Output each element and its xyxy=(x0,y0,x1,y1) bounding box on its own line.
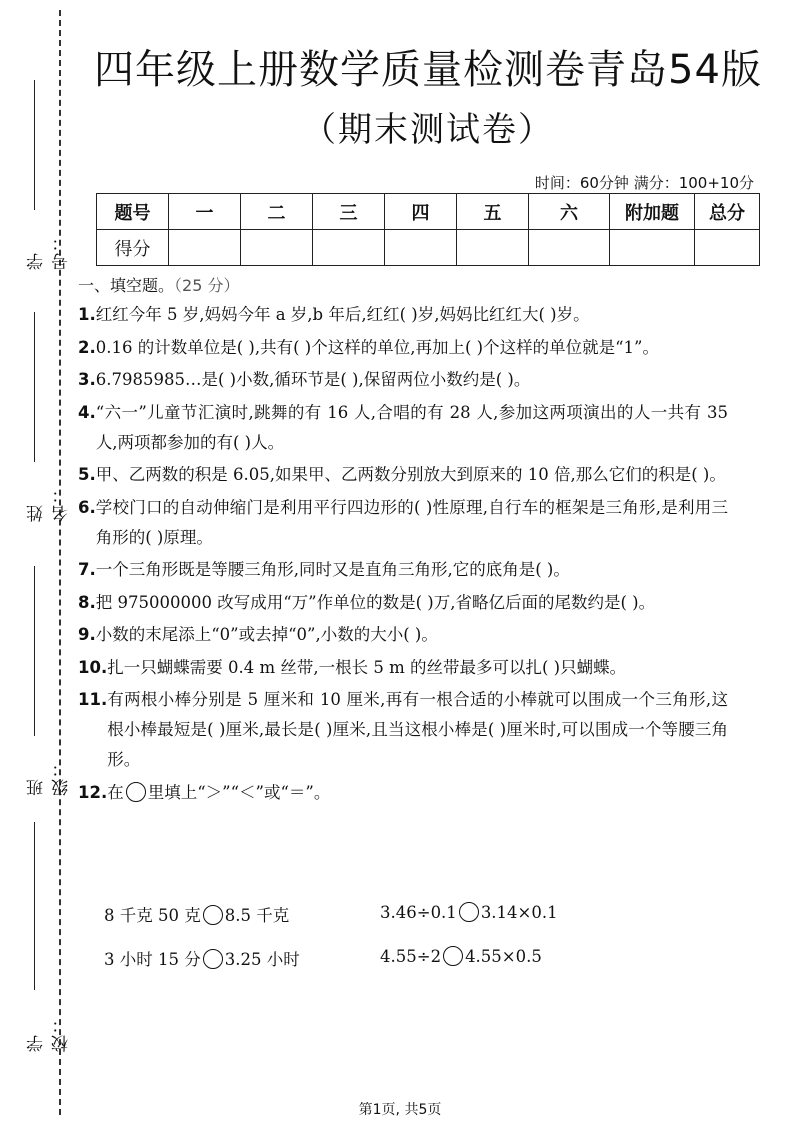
answer-circle[interactable] xyxy=(203,905,223,925)
question-item xyxy=(78,398,728,458)
score-input-cell[interactable] xyxy=(169,230,241,266)
question-number: 4. xyxy=(78,402,96,422)
comparison-item xyxy=(380,902,558,922)
question-item xyxy=(78,460,728,490)
table-cell: 四 xyxy=(385,194,457,230)
question-item xyxy=(78,685,728,775)
question-number: 6. xyxy=(78,497,96,517)
question-number: 5. xyxy=(78,465,96,484)
comparison-item xyxy=(380,946,542,966)
question-number: 8. xyxy=(78,592,96,612)
question-item xyxy=(78,555,728,585)
question-text: “六一”儿童节汇演时,跳舞的有 16 人,合唱的有 28 人,参加这两项演出的人一共有 35 人,两项都参加的有( )人。 xyxy=(95,402,728,452)
circle-icon xyxy=(126,782,146,802)
table-cell: 一 xyxy=(169,194,241,230)
question-item xyxy=(78,588,728,618)
comparison-left: 3 小时 15 分 xyxy=(104,950,201,969)
question-number: 1. xyxy=(78,305,96,324)
comparison-right: 8.5 千克 xyxy=(224,906,290,925)
school-field[interactable] xyxy=(10,822,72,1052)
page-footer: 第1页, 共5页 xyxy=(358,1102,442,1118)
write-line xyxy=(34,312,35,462)
comparison-left: 3.46÷0.1 xyxy=(380,903,457,922)
question-text: 扎一只蝴蝶需要 0.4 m 丝带,一根长 5 m 的丝带最多可以扎( )只蝴蝶。 xyxy=(107,657,627,677)
question-section xyxy=(78,272,728,810)
table-cell: 得分 xyxy=(97,230,169,266)
question-item xyxy=(78,300,728,330)
question-text: 6.7985985…是( )小数,循环节是( ),保留两位小数约是( )。 xyxy=(95,370,531,389)
write-line xyxy=(34,80,35,210)
score-table-score-row xyxy=(97,230,760,266)
question-number: 2. xyxy=(78,337,96,357)
question-number: 7. xyxy=(78,560,96,579)
cut-line xyxy=(59,10,61,1115)
question-text: 学校门口的自动伸缩门是利用平行四边形的( )性原理,自行车的框架是三角形,是利用三角形的( )原理。 xyxy=(95,497,728,547)
page-subtitle: （期末测试卷） xyxy=(302,110,554,150)
question-text: 小数的末尾添上“0”或去掉“0”,小数的大小( )。 xyxy=(95,625,438,644)
class-field[interactable] xyxy=(10,566,72,796)
question-item xyxy=(78,653,728,683)
page-title: 四年级上册数学质量检测卷青岛54版 xyxy=(94,47,762,93)
exam-meta: 时间：60分钟 满分：100+10分 xyxy=(534,174,754,192)
student-id-label: 学号： xyxy=(27,232,72,270)
question-text: 甲、乙两数的积是 6.05,如果甲、乙两数分别放大到原来的 10 倍,那么它们的积是( )。 xyxy=(95,465,726,484)
question-item xyxy=(78,778,728,808)
comparison-item xyxy=(104,946,300,970)
question-text: 0.16 的计数单位是( ),共有( )个这样的单位,再加上( )个这样的单位就是“1”。 xyxy=(95,337,659,357)
name-field[interactable] xyxy=(10,312,72,522)
comparison-left: 4.55÷2 xyxy=(380,947,442,966)
class-label: 班级： xyxy=(27,758,72,796)
question-text: 把 975000000 改写成用“万”作单位的数是( )万,省略亿后面的尾数约是( )。 xyxy=(95,592,656,612)
question-item xyxy=(78,333,728,363)
question-text: 有两根小棒分别是 5 厘米和 10 厘米,再有一根合适的小棒就可以围成一个三角形,这根小棒最短是( )厘米,最长是( )厘米,且当这根小棒是( )厘米时,可以围成一个等腰三角形。 xyxy=(107,690,728,769)
answer-circle[interactable] xyxy=(459,902,479,922)
table-cell: 题号 xyxy=(97,194,169,230)
score-input-cell[interactable] xyxy=(385,230,457,266)
comparison-right: 4.55×0.5 xyxy=(465,947,542,966)
student-id-field[interactable] xyxy=(10,80,72,270)
question-text: 一个三角形既是等腰三角形,同时又是直角三角形,它的底角是( )。 xyxy=(95,560,570,579)
write-line xyxy=(34,566,35,736)
table-cell: 三 xyxy=(313,194,385,230)
question-item xyxy=(78,493,728,553)
question-item xyxy=(78,365,728,395)
name-label: 姓名： xyxy=(27,484,72,522)
comparison-right: 3.14×0.1 xyxy=(480,903,558,922)
score-input-cell[interactable] xyxy=(610,230,695,266)
question-number: 12. xyxy=(78,782,108,802)
question-number: 9. xyxy=(78,625,96,644)
table-cell: 总分 xyxy=(695,194,760,230)
score-input-cell[interactable] xyxy=(457,230,529,266)
school-label: 学校： xyxy=(27,1014,72,1052)
table-cell: 附加题 xyxy=(610,194,695,230)
write-line xyxy=(34,822,35,990)
question-number: 3. xyxy=(78,370,96,389)
score-input-cell[interactable] xyxy=(241,230,313,266)
q12-pre: 在 xyxy=(107,782,124,802)
section-heading xyxy=(78,272,728,300)
question-item xyxy=(78,620,728,650)
answer-circle[interactable] xyxy=(443,946,463,966)
question-number: 11. xyxy=(78,690,108,709)
section-title: 一、填空题。 xyxy=(78,276,175,295)
question-text: 红红今年 5 岁,妈妈今年 a 岁,b 年后,红红( )岁,妈妈比红红大( )岁。 xyxy=(95,305,590,324)
comparison-left: 8 千克 50 克 xyxy=(104,906,201,925)
table-cell: 五 xyxy=(457,194,529,230)
comparison-right: 3.25 小时 xyxy=(224,950,300,969)
table-cell: 二 xyxy=(241,194,313,230)
binding-margin xyxy=(0,0,72,1132)
question-text xyxy=(107,778,728,808)
score-input-cell[interactable] xyxy=(695,230,760,266)
question-number: 10. xyxy=(78,657,108,677)
score-table-header-row xyxy=(97,194,760,230)
score-input-cell[interactable] xyxy=(529,230,610,266)
section-score: （25 分） xyxy=(174,276,240,295)
q12-post: 里填上“＞”“＜”或“＝”。 xyxy=(147,782,331,802)
score-input-cell[interactable] xyxy=(313,230,385,266)
score-table xyxy=(96,193,760,266)
table-cell: 六 xyxy=(529,194,610,230)
answer-circle[interactable] xyxy=(203,949,223,969)
comparison-item xyxy=(104,902,289,926)
